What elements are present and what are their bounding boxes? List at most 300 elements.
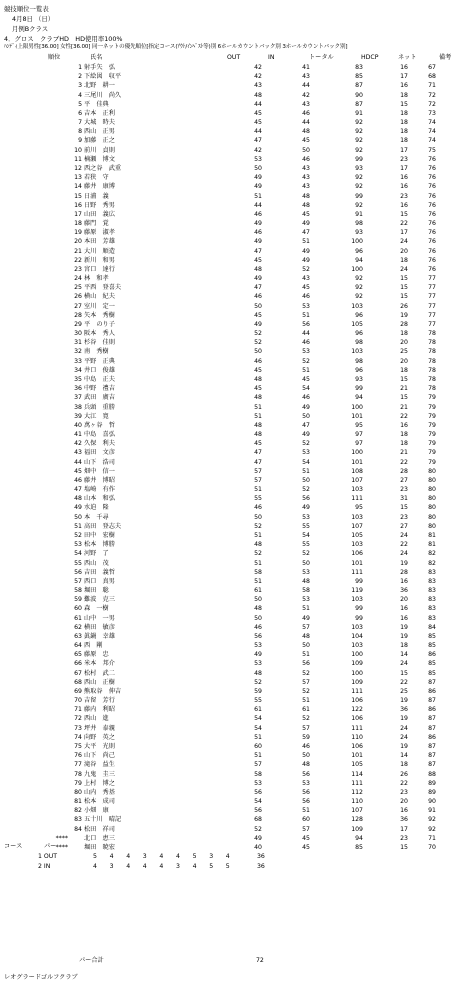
player-name: 九鬼 圭三 bbox=[84, 770, 115, 778]
in-score: 44 bbox=[302, 330, 310, 338]
total-score: 100 bbox=[351, 238, 363, 246]
out-score: 42 bbox=[254, 146, 262, 154]
in-score: 50 bbox=[302, 752, 310, 760]
out-score: 57 bbox=[254, 467, 262, 475]
total-score: 92 bbox=[355, 275, 363, 282]
table-row bbox=[0, 395, 467, 404]
total-score: 100 bbox=[351, 265, 363, 273]
table-row bbox=[0, 542, 467, 551]
total-score: 87 bbox=[355, 100, 363, 108]
in-score: 43 bbox=[302, 100, 310, 108]
course-label: コース bbox=[4, 843, 23, 850]
rank-cell: 84 bbox=[74, 825, 82, 833]
player-name: 大江 寛 bbox=[84, 412, 109, 420]
table-row bbox=[0, 322, 467, 331]
net-score: 77 bbox=[428, 320, 436, 328]
player-name: 向野 英之 bbox=[84, 733, 115, 741]
in-score: 57 bbox=[302, 678, 310, 686]
out-score: 49 bbox=[254, 238, 262, 246]
in-score: 49 bbox=[302, 431, 310, 438]
in-score: 50 bbox=[302, 476, 310, 484]
total-score: 96 bbox=[355, 311, 363, 319]
table-row bbox=[0, 597, 467, 606]
player-name: 加藤 正之 bbox=[84, 137, 115, 145]
rank-cell: 38 bbox=[74, 403, 82, 411]
in-score: 58 bbox=[302, 587, 310, 594]
table-row bbox=[0, 313, 467, 322]
total-score: 98 bbox=[355, 339, 363, 347]
player-name: 大城 時夫 bbox=[84, 119, 115, 127]
in-score: 49 bbox=[302, 403, 310, 411]
total-score: 99 bbox=[355, 577, 363, 585]
net-score: 91 bbox=[428, 807, 436, 815]
out-score: 61 bbox=[254, 706, 262, 714]
total-score: 92 bbox=[355, 119, 363, 127]
total-score: 109 bbox=[351, 660, 363, 668]
player-name: 上村 博之 bbox=[84, 779, 115, 787]
handicap: 19 bbox=[400, 697, 408, 705]
rank-cell: 36 bbox=[74, 385, 82, 393]
table-row bbox=[0, 570, 467, 579]
in-score: 46 bbox=[302, 293, 310, 301]
net-score: 78 bbox=[428, 376, 436, 383]
total-score: 92 bbox=[355, 137, 363, 145]
net-score: 79 bbox=[428, 458, 436, 466]
total-score: 96 bbox=[355, 366, 363, 374]
in-score: 56 bbox=[302, 770, 310, 778]
handicap: 16 bbox=[400, 605, 408, 613]
table-row bbox=[0, 616, 467, 625]
out-score: 52 bbox=[254, 550, 262, 558]
player-name: 阪本 秀人 bbox=[84, 330, 115, 338]
player-name: 林 和孝 bbox=[84, 275, 109, 282]
total-score: 110 bbox=[351, 733, 363, 741]
table-row bbox=[0, 762, 467, 771]
player-name: 若狭 守 bbox=[84, 174, 109, 182]
out-score: 52 bbox=[254, 678, 262, 686]
player-name: 熊取谷 伸吉 bbox=[84, 687, 122, 695]
net-score: 76 bbox=[428, 229, 436, 237]
net-score: 76 bbox=[428, 256, 436, 264]
handicap: 18 bbox=[400, 366, 408, 374]
course-row-label: 1 OUT bbox=[38, 853, 58, 860]
total-score: 111 bbox=[351, 495, 363, 503]
out-score: 46 bbox=[254, 504, 262, 512]
rank-cell: 14 bbox=[74, 183, 82, 191]
in-score: 45 bbox=[302, 834, 310, 842]
hole-par: 4 bbox=[126, 863, 131, 870]
in-score: 51 bbox=[302, 651, 310, 659]
handicap: 14 bbox=[400, 651, 408, 659]
net-score: 92 bbox=[428, 816, 436, 824]
handicap: 15 bbox=[400, 394, 408, 402]
handicap: 15 bbox=[400, 275, 408, 282]
table-row bbox=[0, 680, 467, 689]
player-name: 兵頭 重勝 bbox=[84, 403, 115, 411]
handicap: 16 bbox=[400, 183, 408, 191]
net-score: 84 bbox=[428, 623, 436, 631]
total-score: 110 bbox=[351, 798, 363, 805]
player-name: 藤原 淑孝 bbox=[84, 229, 115, 237]
total-score: 97 bbox=[355, 431, 363, 438]
rank-cell: 42 bbox=[74, 440, 82, 448]
in-score: 53 bbox=[302, 596, 310, 604]
net-score: 70 bbox=[428, 843, 436, 851]
player-name: 塩崎 有作 bbox=[84, 486, 115, 494]
out-score: 48 bbox=[254, 376, 262, 383]
handicap: 18 bbox=[400, 431, 408, 438]
in-score: 46 bbox=[302, 394, 310, 402]
total-score: 99 bbox=[355, 192, 363, 200]
rank-cell: 56 bbox=[74, 568, 82, 576]
total-score: 111 bbox=[351, 687, 363, 695]
column-rank: 順位 bbox=[48, 54, 61, 61]
rank-cell: 60 bbox=[74, 605, 82, 613]
net-score: 80 bbox=[428, 486, 436, 494]
net-score: 80 bbox=[428, 495, 436, 503]
table-row bbox=[0, 83, 467, 92]
handicap: 18 bbox=[400, 440, 408, 448]
out-score: 56 bbox=[254, 788, 262, 796]
net-score: 82 bbox=[428, 559, 436, 567]
total-score: 103 bbox=[351, 596, 363, 604]
handicap: 16 bbox=[400, 577, 408, 585]
handicap: 18 bbox=[400, 119, 408, 127]
rank-cell: 75 bbox=[74, 743, 82, 750]
total-score: 100 bbox=[351, 669, 363, 677]
table-row bbox=[0, 386, 467, 395]
handicap: 24 bbox=[400, 550, 408, 558]
club-name: レオグラードゴルフクラブ bbox=[4, 974, 78, 981]
handicap: 24 bbox=[400, 238, 408, 246]
total-score: 111 bbox=[351, 568, 363, 576]
handicap: 19 bbox=[400, 623, 408, 631]
in-score: 52 bbox=[302, 440, 310, 448]
handicap: 24 bbox=[400, 660, 408, 668]
net-score: 76 bbox=[428, 155, 436, 163]
hole-par: 5 bbox=[93, 853, 97, 860]
hole-par: 4 bbox=[109, 853, 114, 860]
out-score: 52 bbox=[254, 339, 262, 347]
net-score: 78 bbox=[428, 339, 436, 347]
in-score: 53 bbox=[302, 568, 310, 576]
player-name: 山下 浩司 bbox=[84, 458, 115, 466]
total-score: 95 bbox=[355, 504, 363, 512]
rank-cell: 27 bbox=[74, 302, 82, 310]
out-score: 44 bbox=[254, 128, 262, 136]
net-score: 79 bbox=[428, 440, 436, 448]
player-name: 藤原 忠 bbox=[84, 651, 109, 659]
rank-cell: 40 bbox=[74, 421, 82, 429]
player-name: 平野 正典 bbox=[84, 357, 115, 365]
table-row bbox=[0, 230, 467, 239]
total-score: 92 bbox=[355, 293, 363, 301]
total-score: 100 bbox=[351, 403, 363, 411]
total-score: 106 bbox=[351, 715, 363, 723]
in-score: 51 bbox=[302, 311, 310, 319]
in-score: 48 bbox=[302, 192, 310, 200]
net-score: 83 bbox=[428, 605, 436, 613]
player-name: 三尾川 尚久 bbox=[84, 91, 122, 99]
net-score: 86 bbox=[428, 651, 436, 659]
table-row bbox=[0, 689, 467, 698]
net-score: 80 bbox=[428, 504, 436, 512]
net-score: 71 bbox=[428, 834, 436, 842]
handicap: 14 bbox=[400, 752, 408, 760]
net-score: 76 bbox=[428, 220, 436, 227]
in-score: 44 bbox=[302, 119, 310, 127]
column-hdcp: HDCP bbox=[361, 54, 379, 61]
net-score: 83 bbox=[428, 596, 436, 604]
out-score: 57 bbox=[254, 761, 262, 769]
handicap: 18 bbox=[400, 256, 408, 264]
total-score: 128 bbox=[351, 816, 363, 824]
out-score: 51 bbox=[254, 752, 262, 760]
rank-cell: 15 bbox=[74, 192, 82, 200]
net-score: 78 bbox=[428, 366, 436, 374]
total-score: 99 bbox=[355, 614, 363, 622]
rank-cell: 53 bbox=[74, 541, 82, 549]
handicap: 22 bbox=[400, 412, 408, 420]
handicap: 18 bbox=[400, 128, 408, 136]
rank-cell: 48 bbox=[74, 495, 82, 503]
rank-cell: 13 bbox=[74, 174, 82, 182]
in-score: 48 bbox=[302, 761, 310, 769]
player-name: 山下 尚己 bbox=[84, 752, 115, 760]
player-name: 藤門 覚 bbox=[84, 220, 109, 227]
rank-cell: 43 bbox=[74, 449, 82, 457]
in-score: 53 bbox=[302, 302, 310, 310]
handicap: 16 bbox=[400, 421, 408, 429]
out-score: 58 bbox=[254, 568, 262, 576]
in-score: 45 bbox=[302, 376, 310, 383]
rank-cell: 26 bbox=[74, 293, 82, 301]
out-score: 45 bbox=[254, 109, 262, 117]
player-name: 本田 芳雄 bbox=[84, 238, 115, 246]
player-name: 北野 耕一 bbox=[84, 82, 115, 90]
out-score: 54 bbox=[254, 715, 262, 723]
in-score: 57 bbox=[302, 825, 310, 833]
rank-cell: 67 bbox=[74, 669, 82, 677]
handicap: 36 bbox=[400, 706, 408, 714]
table-row bbox=[0, 836, 467, 845]
net-score: 76 bbox=[428, 265, 436, 273]
table-row bbox=[0, 799, 467, 808]
par-total-value: 72 bbox=[256, 957, 264, 964]
handicap: 16 bbox=[400, 64, 408, 71]
table-row bbox=[0, 827, 467, 836]
in-score: 56 bbox=[302, 788, 310, 796]
table-row bbox=[0, 285, 467, 294]
table-row bbox=[0, 304, 467, 313]
total-score: 95 bbox=[355, 421, 363, 429]
rank-cell: 54 bbox=[74, 550, 82, 558]
total-score: 99 bbox=[355, 155, 363, 163]
out-score: 49 bbox=[254, 320, 262, 328]
rank-cell: 77 bbox=[74, 761, 82, 769]
net-score: 67 bbox=[428, 64, 436, 71]
player-name: 新川 和男 bbox=[84, 256, 115, 264]
rank-cell: 28 bbox=[74, 311, 82, 319]
player-name: 室川 定一 bbox=[84, 302, 115, 310]
table-row bbox=[0, 643, 467, 652]
net-score: 74 bbox=[428, 119, 436, 127]
handicap: 15 bbox=[400, 284, 408, 292]
table-row bbox=[0, 524, 467, 533]
net-score: 74 bbox=[428, 128, 436, 136]
rank-cell: 62 bbox=[74, 623, 82, 631]
table-row bbox=[0, 258, 467, 267]
hole-par: 4 bbox=[159, 853, 164, 860]
column-out: OUT bbox=[227, 54, 241, 61]
net-score: 85 bbox=[428, 632, 436, 640]
handicap: 19 bbox=[400, 311, 408, 319]
par-total-label: パー合計 bbox=[79, 957, 104, 964]
rank-cell: 10 bbox=[74, 146, 82, 154]
out-score: 48 bbox=[254, 91, 262, 99]
table-row bbox=[0, 533, 467, 542]
total-score: 100 bbox=[351, 651, 363, 659]
table-row bbox=[0, 239, 467, 248]
in-score: 60 bbox=[302, 816, 310, 824]
net-score: 80 bbox=[428, 467, 436, 475]
total-score: 85 bbox=[355, 843, 363, 851]
player-name: 福田 文彦 bbox=[84, 449, 115, 457]
table-header bbox=[0, 55, 467, 64]
page-title: 競技順位一覧表 bbox=[4, 5, 49, 13]
total-score: 103 bbox=[351, 302, 363, 310]
out-score: 49 bbox=[254, 651, 262, 659]
rank-cell: 9 bbox=[78, 137, 82, 145]
table-row bbox=[0, 790, 467, 799]
net-score: 83 bbox=[428, 577, 436, 585]
handicap: 18 bbox=[400, 761, 408, 769]
out-score: 58 bbox=[254, 770, 262, 778]
net-score: 82 bbox=[428, 550, 436, 558]
total-score: 103 bbox=[351, 623, 363, 631]
net-score: 85 bbox=[428, 660, 436, 668]
out-score: 57 bbox=[254, 476, 262, 484]
handicap: 28 bbox=[400, 568, 408, 576]
rank-cell: 50 bbox=[74, 513, 82, 521]
in-score: 48 bbox=[302, 577, 310, 585]
player-name: 宮口 達行 bbox=[84, 265, 115, 273]
out-score: 48 bbox=[254, 605, 262, 613]
out-score: 54 bbox=[254, 798, 262, 805]
net-score: 92 bbox=[428, 825, 436, 833]
handicap: 22 bbox=[400, 678, 408, 686]
in-score: 52 bbox=[302, 687, 310, 695]
table-row bbox=[0, 194, 467, 203]
in-score: 56 bbox=[302, 798, 310, 805]
rank-cell: 18 bbox=[74, 220, 82, 227]
total-score: 107 bbox=[351, 522, 363, 530]
out-score: 42 bbox=[254, 64, 262, 71]
column-note: 備考 bbox=[439, 54, 452, 61]
in-score: 51 bbox=[302, 366, 310, 374]
rank-cell: 2 bbox=[78, 73, 82, 81]
out-score: 48 bbox=[254, 541, 262, 549]
in-score: 47 bbox=[302, 421, 310, 429]
out-score: 45 bbox=[254, 366, 262, 374]
out-score: 54 bbox=[254, 724, 262, 732]
handicap: 20 bbox=[400, 798, 408, 805]
total-score: 107 bbox=[351, 807, 363, 815]
handicap: 23 bbox=[400, 192, 408, 200]
total-score: 96 bbox=[355, 330, 363, 338]
handicap: 31 bbox=[400, 495, 408, 503]
rank-cell: 55 bbox=[74, 559, 82, 567]
net-score: 77 bbox=[428, 284, 436, 292]
in-score: 52 bbox=[302, 715, 310, 723]
out-score: 50 bbox=[254, 348, 262, 356]
net-score: 83 bbox=[428, 568, 436, 576]
out-score: 51 bbox=[254, 486, 262, 494]
handicap: 22 bbox=[400, 779, 408, 787]
net-score: 76 bbox=[428, 247, 436, 255]
net-score: 87 bbox=[428, 752, 436, 760]
hole-par: 4 bbox=[142, 863, 147, 870]
out-score: 52 bbox=[254, 825, 262, 833]
net-score: 83 bbox=[428, 614, 436, 622]
rank-cell: 37 bbox=[74, 394, 82, 402]
net-score: 80 bbox=[428, 522, 436, 530]
table-row bbox=[0, 625, 467, 634]
handicap: 15 bbox=[400, 376, 408, 383]
player-name: 西山 茂 bbox=[84, 559, 109, 567]
course-row-total: 36 bbox=[257, 863, 265, 870]
rank-cell: 39 bbox=[74, 412, 82, 420]
handicap: 18 bbox=[400, 642, 408, 649]
handicap: 16 bbox=[400, 82, 408, 90]
rank-cell: 49 bbox=[74, 504, 82, 512]
rank-cell: 81 bbox=[74, 798, 82, 805]
player-name: 滝谷 益生 bbox=[84, 761, 115, 769]
table-row bbox=[0, 450, 467, 459]
rank-cell: 78 bbox=[74, 770, 82, 778]
total-score: 96 bbox=[355, 247, 363, 255]
net-score: 79 bbox=[428, 421, 436, 429]
table-row bbox=[0, 726, 467, 735]
in-score: 57 bbox=[302, 623, 310, 631]
handicap: 18 bbox=[400, 91, 408, 99]
out-score: 51 bbox=[254, 733, 262, 741]
out-score: 53 bbox=[254, 779, 262, 787]
total-score: 98 bbox=[355, 357, 363, 365]
in-score: 56 bbox=[302, 320, 310, 328]
player-name: 堀田 聡 bbox=[84, 587, 109, 594]
hole-par: 4 bbox=[176, 853, 180, 860]
total-score: 94 bbox=[355, 256, 363, 264]
player-name: 井口 俊雄 bbox=[84, 366, 115, 374]
rank-cell: 83 bbox=[74, 816, 82, 824]
hole-par: 5 bbox=[209, 863, 214, 870]
player-name: 武田 廣吉 bbox=[84, 394, 115, 402]
table-row bbox=[0, 175, 467, 184]
competition-format: 4．グロス クラブHD HD使用率100% bbox=[4, 35, 123, 43]
net-score: 71 bbox=[428, 82, 436, 90]
player-name: 山中 一男 bbox=[84, 614, 115, 622]
out-score: 49 bbox=[254, 275, 262, 282]
out-score: 46 bbox=[254, 229, 262, 237]
in-score: 46 bbox=[302, 155, 310, 163]
table-row bbox=[0, 166, 467, 175]
handicap: 18 bbox=[400, 109, 408, 117]
total-score: 103 bbox=[351, 642, 363, 649]
rank-cell: 51 bbox=[74, 522, 82, 530]
player-name: 小畑 康 bbox=[84, 807, 109, 815]
table-row bbox=[0, 120, 467, 129]
